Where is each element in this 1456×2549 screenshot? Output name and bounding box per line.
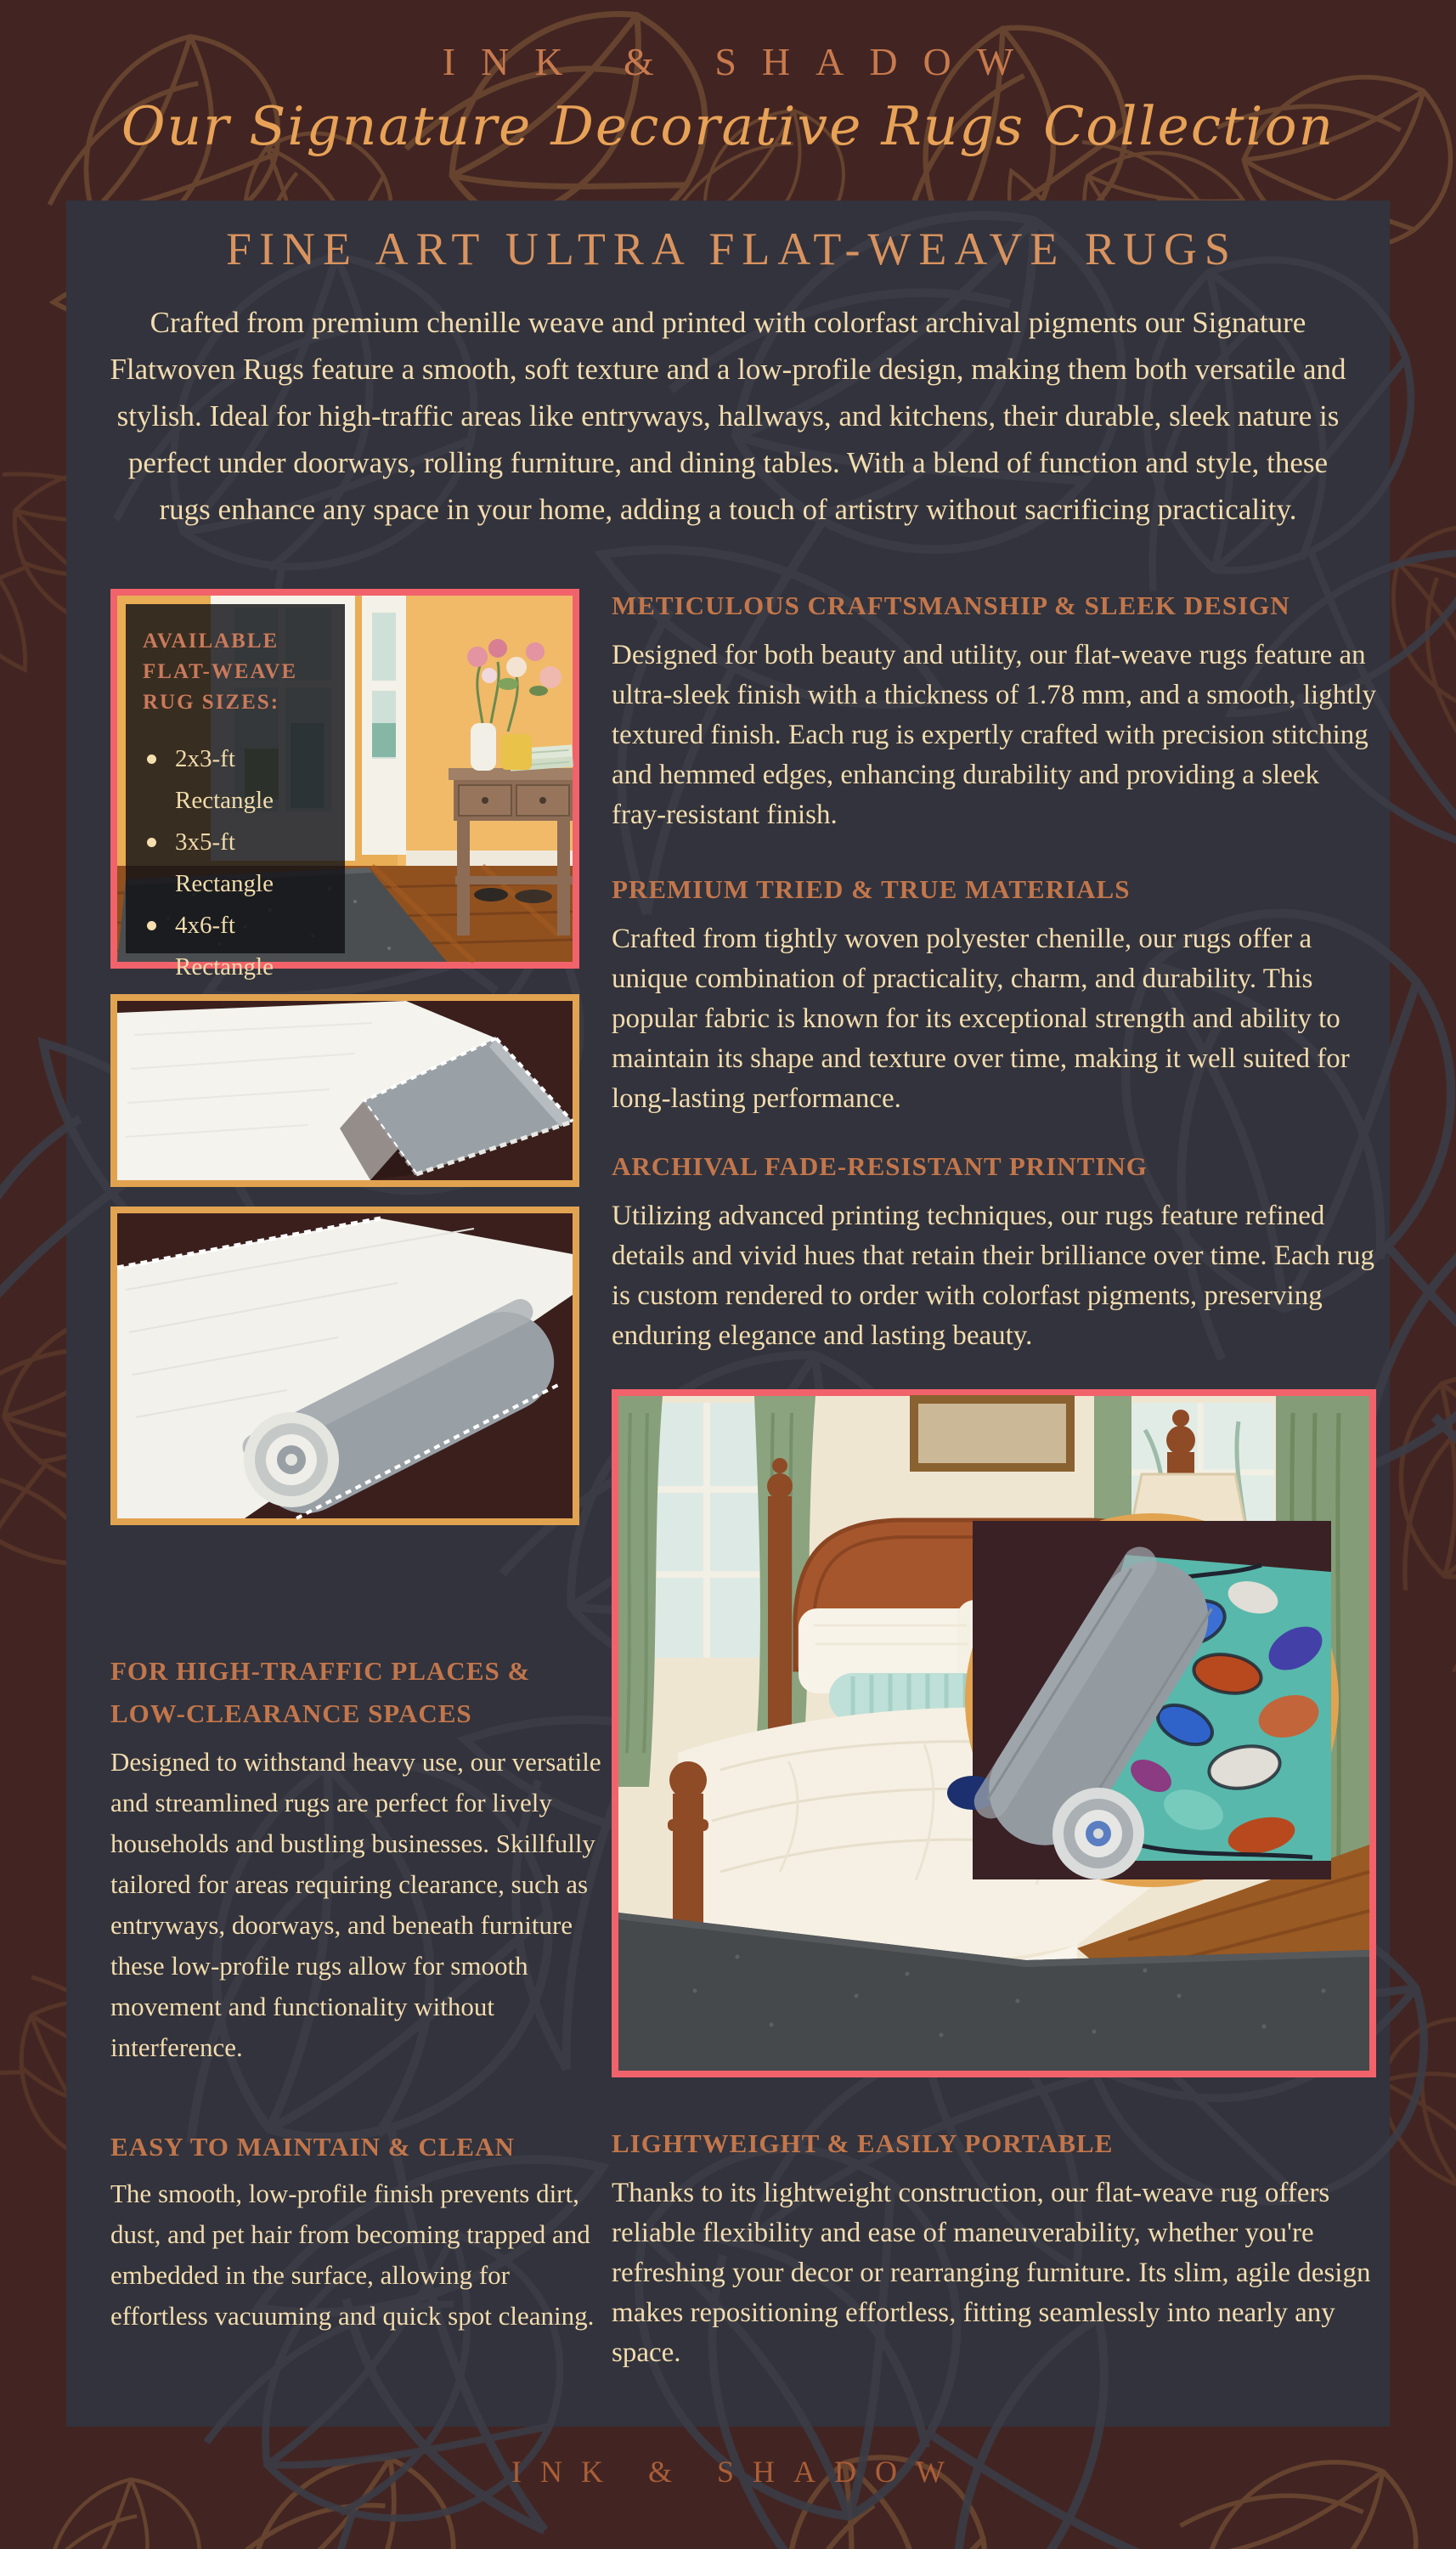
section-heading-materials: PREMIUM TRIED & TRUE MATERIALS [612,874,1131,904]
sizes-overlay-panel [126,604,345,981]
size-item: 2x3-ft Rectangle [143,738,331,822]
rolled-rug-circle-inset [965,1513,1339,1887]
section-heading-lightweight: LIGHTWEIGHT & EASILY PORTABLE [612,2128,1114,2158]
page-title: FINE ART ULTRA FLAT-WEAVE RUGS [226,223,1238,274]
rolled-rug-illustration [117,1213,573,1518]
left-window [642,1403,771,1658]
rolled-rug-photo-card [110,1207,579,1525]
section-body-printing: Utilizing advanced printing techniques, our rugs feature refined details and vivid hues that retain their brilliance over time. Each rug is custom rendered to order with colorfast pigments, preserving enduring elegance and lasting beauty. [612,1201,1375,1351]
rolled-rug-inset-illustration [973,1521,1331,1879]
section-heading-printing: ARCHIVAL FADE-RESISTANT PRINTING [612,1151,1148,1181]
roll-spiral-end [1052,1788,1144,1879]
section-heading-craftsmanship: METICULOUS CRAFTSMANSHIP & SLEEK DESIGN [612,591,1290,620]
sizes-title: AVAILABLE FLAT-WEAVE RUG SIZES: [143,630,298,714]
intro-paragraph: Crafted from premium chenille weave and printed with colorfast archival pigments our Signature Flatwoven Rugs feature a smooth, soft texture and a low-profile design, making them both versatile and stylish. Ideal for high-traffic areas like entryways, hallways, and kitchens, their durable, sleek nature is perfect under doorways, rolling furniture, and dining tables. With a blend of function and style, these rugs enhance any space in your home, adding a touch of artistry without sacrificing practicality. [110,306,1346,526]
folded-rug-corner-illustration [117,1001,573,1180]
section-heading-easy-clean: EASY TO MAINTAIN & CLEAN [110,2132,515,2162]
section-body-lightweight: Thanks to its lightweight construction, our flat-weave rug offers reliable flexibility and ease of maneuverability, whether you're refreshing your decor or rearranging furniture. Its slim, agile design makes repositioning effortless, fitting seamlessly into nearly any space. [612,2178,1371,2368]
section-heading-high-traffic: FOR HIGH-TRAFFIC PLACES & LOW-CLEARANCE SPACES [110,1656,531,1728]
shoes [474,888,508,901]
entryway-sidelight [362,596,406,855]
section-body-craftsmanship: Designed for both beauty and utility, our flat-weave rugs feature an ultra-sleek finish with a thickness of 1.78 mm, and a smooth, lightly textured finish. Each rug is expertly crafted with precision stitching and hemmed edges, enhancing durability and providing a sleek fray-resistant finish. [612,640,1377,830]
size-item: 4x6-ft Rectangle [143,905,331,988]
bedroom-photo-card [612,1389,1376,2077]
size-item: 3x5-ft Rectangle [143,822,331,905]
roll-spiral-end [244,1412,339,1507]
content-panel [66,201,1390,2427]
brand-logo-bottom: INK & SHADOW [511,2455,963,2489]
section-body-high-traffic: Designed to withstand heavy use, our versatile and streamlined rugs are perfect for lively households and bustling businesses. Skillfully tailored for areas requiring clearance, such as entryways, doorways, and beneath furniture these low-profile rugs allow for smooth movement and functionality without interference. [110,1747,601,2062]
sizes-photo-card [110,589,579,981]
section-body-easy-clean: The smooth, low-profile finish prevents dirt, dust, and pet hair from becoming trapped and embedded in the surface, allowing for effortless vacuuming and quick spot cleaning. [110,2179,595,2331]
folded-corner-photo-card [110,994,579,1187]
baseboard [406,851,573,868]
section-body-materials: Crafted from tightly woven polyester chenille, our rugs offer a unique combination of practicality, charm, and durability. This popular fabric is known for its exceptional strength and ability to maintain its shape and texture over time, making it well suited for long-lasting performance. [612,924,1350,1114]
brand-logo-top: INK & SHADOW [442,40,1040,83]
picture-frame [914,1399,1070,1467]
collection-tagline: Our Signature Decorative Rugs Collection [121,95,1335,157]
